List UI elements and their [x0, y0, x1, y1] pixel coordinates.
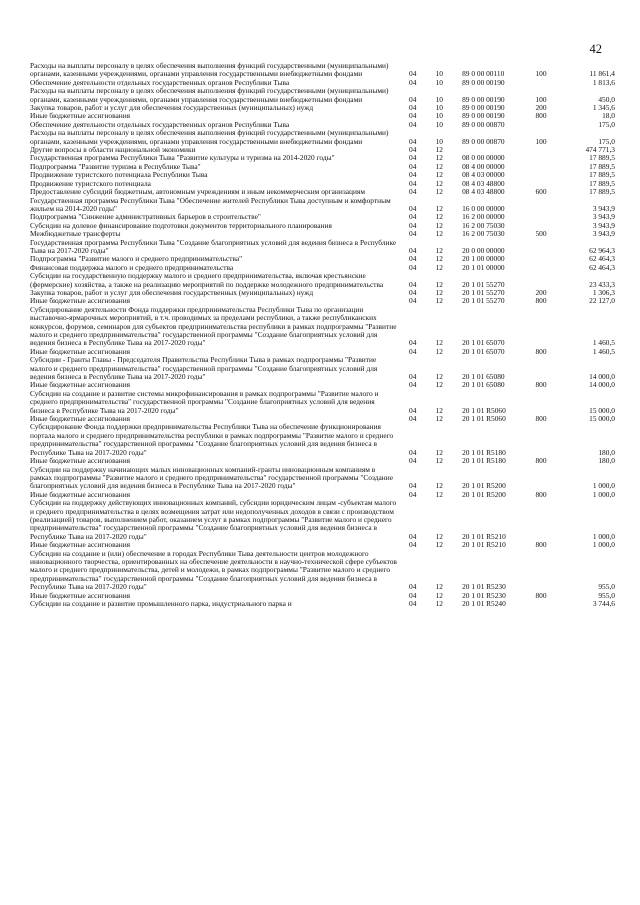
row-name: Субсидии на создание и развитие промышленного парка, индустриального парка и: [30, 599, 292, 608]
row-target-code: 08 0 00 00000: [462, 153, 505, 163]
row-subsection: 12: [435, 229, 443, 239]
row-target-code: 20 1 01 R5060: [462, 405, 506, 415]
row-subsection: 10: [435, 94, 443, 104]
row-target-code: 16 0 00 00000: [462, 203, 505, 213]
row-amount: 14 000,0: [589, 380, 615, 390]
row-name: Подпрограмма "Развитие туризма в Республике Тыва": [30, 161, 201, 171]
row-subsection: 10: [435, 136, 443, 146]
row-amount: 955,0: [598, 582, 615, 592]
row-expense-type: [535, 255, 566, 263]
row-section: 04: [409, 296, 417, 306]
row-amount: 1 306,3: [592, 287, 615, 297]
row-target-code: 08 4 03 48800: [462, 187, 505, 197]
row-subsection: 12: [435, 170, 443, 180]
table-row: [30, 356, 615, 381]
row-subsection: 12: [435, 153, 443, 163]
row-expense-type: [535, 423, 566, 457]
row-section: 04: [409, 590, 417, 600]
row-section: 04: [409, 456, 417, 466]
row-section: 04: [409, 338, 417, 348]
row-target-code: 89 0 00 00190: [462, 94, 505, 104]
row-expense-type: 100: [535, 69, 547, 79]
row-target-code: 89 0 00 00190: [462, 111, 505, 121]
row-section: 04: [409, 372, 417, 382]
row-name: Иные бюджетные ассигнования: [30, 456, 131, 466]
row-target-code: 20 1 01 65080: [462, 372, 505, 382]
row-expense-type: [535, 239, 566, 256]
row-subsection: 12: [435, 481, 443, 491]
table-row: [30, 272, 615, 289]
row-subsection: 12: [435, 279, 443, 289]
row-name: Иные бюджетные ассигнования: [30, 296, 131, 306]
row-amount: 11 861,4: [589, 69, 615, 79]
row-target-code: 20 1 01 R5200: [462, 489, 506, 499]
table-row: [30, 600, 615, 608]
row-subsection: 10: [435, 69, 443, 79]
row-expense-type: [535, 163, 566, 171]
row-name: Иные бюджетные ассигнования: [30, 380, 131, 390]
row-expense-type: [535, 272, 566, 289]
row-name: Субсидии - Гранты Главы - Председателя Правительства Республики Тыва в рамках подпрограммы "Развитие малого и среднего предпринимательства" государственной программы "Создание благоприятных условий для ведения бизнеса в Республике Тыва на 2017-2020 годы": [30, 355, 378, 382]
row-target-code: 20 1 01 R5230: [462, 590, 506, 600]
row-expense-type: 800: [535, 489, 547, 499]
row-subsection: 12: [435, 220, 443, 230]
row-section: 04: [409, 77, 417, 87]
row-name: Закупка товаров, работ и услуг для обеспечения государственных (муниципальных) нужд: [30, 103, 314, 113]
row-section: 04: [409, 69, 417, 79]
row-name: Государственная программа Республики Тыва "Развитие культуры и туризма на 2014-2020 годы": [30, 153, 335, 163]
row-expense-type: [535, 197, 566, 214]
row-amount: 180,0: [598, 447, 615, 457]
row-subsection: 12: [435, 262, 443, 272]
row-name: Иные бюджетные ассигнования: [30, 489, 131, 499]
row-amount: 175,0: [598, 119, 615, 129]
row-amount: 1 813,6: [592, 77, 615, 87]
row-section: 04: [409, 94, 417, 104]
table-row: [30, 423, 615, 457]
page-number: 42: [589, 42, 602, 56]
row-section: 04: [409, 582, 417, 592]
row-subsection: 12: [435, 582, 443, 592]
row-target-code: 20 1 01 R5180: [462, 447, 506, 457]
row-amount: 3 744,6: [592, 599, 615, 608]
row-section: 04: [409, 111, 417, 121]
row-name: Обеспечение деятельности отдельных государственных органов Республики Тыва: [30, 119, 290, 129]
row-section: 04: [409, 380, 417, 390]
row-name: Государственная программа Республики Тыва "Обеспечение жителей Республики Тыва доступным и комфортным жильем на 2014-2020 годы": [30, 195, 391, 213]
row-name: Другие вопросы в области национальной экономики: [30, 145, 196, 155]
row-section: 04: [409, 153, 417, 163]
row-expense-type: 800: [535, 590, 547, 600]
row-target-code: 20 1 00 00000: [462, 254, 505, 264]
row-amount: 180,0: [598, 456, 615, 466]
row-name: Иные бюджетные ассигнования: [30, 540, 131, 550]
row-section: 04: [409, 599, 417, 608]
row-section: 04: [409, 540, 417, 550]
row-name: Субсидии на создание и развитие системы микрофинансирования в рамках подпрограммы "Развитие малого и среднего предпринимательства" государственной программы "Создание благоприятных условий для ведения бизнеса в Республике Тыва на 2017-2020 годы": [30, 388, 379, 415]
row-amount: 955,0: [598, 590, 615, 600]
row-target-code: 16 2 00 75030: [462, 229, 505, 239]
row-expense-type: [535, 213, 566, 221]
row-target-code: 20 1 01 55270: [462, 279, 505, 289]
row-expense-type: 200: [535, 103, 547, 113]
row-target-code: 08 4 03 48800: [462, 178, 505, 188]
row-amount: 17 889,5: [589, 187, 615, 197]
row-section: 04: [409, 279, 417, 289]
table-row: [30, 390, 615, 415]
row-amount: 3 943,9: [592, 203, 615, 213]
row-amount: 1 460,5: [592, 346, 615, 356]
table-row: [30, 62, 615, 79]
row-section: 04: [409, 119, 417, 129]
row-expense-type: 800: [535, 540, 547, 550]
row-amount: 1 000,0: [592, 540, 615, 550]
row-name: Субсидии на долевое финансирование подготовки документов территориального планирования: [30, 220, 332, 230]
row-section: 04: [409, 203, 417, 213]
row-expense-type: [535, 264, 566, 272]
row-subsection: 12: [435, 287, 443, 297]
row-subsection: 12: [435, 531, 443, 541]
row-expense-type: [535, 146, 566, 154]
row-subsection: 10: [435, 111, 443, 121]
row-amount: 62 464,3: [589, 262, 615, 272]
row-target-code: 16 2 00 00000: [462, 212, 505, 222]
row-name: Закупка товаров, работ и услуг для обеспечения государственных (муниципальных) нужд: [30, 287, 314, 297]
row-name: Расходы на выплаты персоналу в целях обеспечения выполнения функций государственными (муниципальными) органами, казенными учреждениями, органами управления государственными внебюджетными фондами: [30, 61, 389, 79]
row-target-code: 08 4 00 00000: [462, 161, 505, 171]
row-name: Подпрограмма "Снижение административных барьеров в строительстве": [30, 212, 261, 222]
row-amount: 1 000,0: [592, 531, 615, 541]
row-amount: 22 127,0: [589, 296, 615, 306]
row-amount: 474 771,3: [585, 145, 615, 155]
row-target-code: 20 1 01 R5240: [462, 599, 506, 608]
table-row: [30, 197, 615, 214]
table-row: [30, 87, 615, 104]
row-amount: 175,0: [598, 136, 615, 146]
row-name: Расходы на выплаты персоналу в целях обеспечения выполнения функций государственными (муниципальными) органами, казенными учреждениями, органами управления государственными внебюджетными фондами: [30, 128, 389, 146]
row-section: 04: [409, 187, 417, 197]
row-name: Субсидии на государственную поддержку малого и среднего предпринимательства, включая крестьянские (фермерские) хозяйства, а также на реализацию мероприятий по поддержке молодежного предпринимательства: [30, 271, 384, 289]
row-subsection: 12: [435, 414, 443, 424]
row-target-code: 89 0 00 00190: [462, 103, 505, 113]
row-amount: 450,0: [598, 94, 615, 104]
row-target-code: 89 0 00 00190: [462, 77, 505, 87]
row-name: Межбюджетные трансферты: [30, 229, 121, 239]
row-amount: 15 000,0: [589, 405, 615, 415]
row-subsection: 12: [435, 145, 443, 155]
row-expense-type: 800: [535, 380, 547, 390]
row-subsection: 12: [435, 599, 443, 608]
row-section: 04: [409, 220, 417, 230]
row-subsection: 12: [435, 296, 443, 306]
row-section: 04: [409, 170, 417, 180]
row-subsection: 12: [435, 540, 443, 550]
row-expense-type: [535, 390, 566, 415]
row-section: 04: [409, 245, 417, 255]
row-subsection: 12: [435, 187, 443, 197]
row-subsection: 12: [435, 338, 443, 348]
row-target-code: 20 0 00 00000: [462, 245, 505, 255]
row-target-code: 89 0 00 00870: [462, 136, 505, 146]
row-amount: 17 889,5: [589, 170, 615, 180]
row-target-code: 20 1 01 65070: [462, 346, 505, 356]
row-section: 04: [409, 481, 417, 491]
row-name: Подпрограмма "Развитие малого и среднего предпринимательства": [30, 254, 243, 264]
row-amount: 17 889,5: [589, 178, 615, 188]
row-section: 04: [409, 178, 417, 188]
row-subsection: 12: [435, 212, 443, 222]
table-row: [30, 466, 615, 491]
row-section: 04: [409, 531, 417, 541]
row-section: 04: [409, 136, 417, 146]
row-expense-type: 600: [535, 187, 547, 197]
row-target-code: 20 1 01 R5210: [462, 540, 506, 550]
row-name: Финансовая поддержка малого и среднего предпринимательства: [30, 262, 234, 272]
row-subsection: 12: [435, 346, 443, 356]
row-expense-type: 800: [535, 111, 547, 121]
row-name: Продвижение туристского потенциала Республики Тыва: [30, 170, 208, 180]
row-target-code: 20 1 01 55270: [462, 287, 505, 297]
row-amount: 17 889,5: [589, 161, 615, 171]
row-target-code: 20 1 01 R5060: [462, 414, 506, 424]
row-target-code: 89 0 00 00870: [462, 119, 505, 129]
row-amount: 3 943,9: [592, 229, 615, 239]
row-expense-type: 800: [535, 296, 547, 306]
row-expense-type: 800: [535, 456, 547, 466]
row-expense-type: [535, 550, 566, 592]
row-subsection: 12: [435, 245, 443, 255]
row-amount: 62 464,3: [589, 254, 615, 264]
row-target-code: 20 1 01 R5210: [462, 531, 506, 541]
row-section: 04: [409, 212, 417, 222]
row-section: 04: [409, 254, 417, 264]
row-target-code: 20 1 01 55270: [462, 296, 505, 306]
row-expense-type: 500: [535, 229, 547, 239]
row-expense-type: [535, 154, 566, 162]
row-name: Субсидии на поддержку действующих инновационных компаний, субсидии юридическим лицам -субъектам малого и среднего предпринимательства в целях возмещения затрат или недополученных доходов в связи с производством (реализацией) товаров, выполнением работ, оказанием услуг в рамках подпрограммы "Развитие малого и среднего предпринимательства" государственной программы "Создание благоприятных условий для ведения бизнеса в Республике Тыва на 2017-2020 годы": [30, 498, 397, 541]
row-amount: 15 000,0: [589, 414, 615, 424]
row-section: 04: [409, 489, 417, 499]
row-section: 04: [409, 346, 417, 356]
row-expense-type: [535, 499, 566, 541]
row-subsection: 12: [435, 489, 443, 499]
row-name: Иные бюджетные ассигнования: [30, 414, 131, 424]
row-subsection: 10: [435, 103, 443, 113]
row-section: 04: [409, 145, 417, 155]
row-expense-type: [535, 356, 566, 381]
row-subsection: 12: [435, 590, 443, 600]
row-amount: 17 889,5: [589, 153, 615, 163]
row-expense-type: [535, 600, 566, 608]
row-target-code: 89 0 00 00110: [462, 69, 505, 79]
row-section: 04: [409, 405, 417, 415]
row-name: Расходы на выплаты персоналу в целях обеспечения выполнения функций государственными (муниципальными) органами, казенными учреждениями, органами управления государственными внебюджетными фондами: [30, 86, 389, 104]
row-amount: 1 000,0: [592, 481, 615, 491]
row-subsection: 10: [435, 77, 443, 87]
row-section: 04: [409, 287, 417, 297]
row-amount: 23 433,3: [589, 279, 615, 289]
row-name: Субсидии на создание и (или) обеспечение в городах Республики Тыва деятельности центров молодежного инновационного творчества, ориентированных на обеспечение деятельности в научно-технической сфере субъектов малого и среднего предпринимательства, детей и молодежи, в рамках подпрограммы "Развитие малого и среднего предпринимательства" государственной программы "Создание благоприятных условий для ведения бизнеса в Республике Тыва на 2017-2020 годы": [30, 548, 397, 592]
row-expense-type: 200: [535, 287, 547, 297]
row-section: 04: [409, 229, 417, 239]
row-expense-type: 800: [535, 346, 547, 356]
row-amount: 1 460,5: [592, 338, 615, 348]
table-row: [30, 239, 615, 256]
row-name: Иные бюджетные ассигнования: [30, 346, 131, 356]
row-subsection: 12: [435, 178, 443, 188]
row-expense-type: [535, 171, 566, 179]
row-expense-type: [535, 466, 566, 491]
row-target-code: 20 1 01 R5180: [462, 456, 506, 466]
row-amount: 1 000,0: [592, 489, 615, 499]
row-target-code: 20 1 01 00000: [462, 262, 505, 272]
row-section: 04: [409, 161, 417, 171]
row-subsection: 12: [435, 405, 443, 415]
budget-table-body: [30, 62, 615, 608]
row-target-code: 08 4 03 00000: [462, 170, 505, 180]
row-section: 04: [409, 447, 417, 457]
row-amount: 1 345,6: [592, 103, 615, 113]
row-section: 04: [409, 262, 417, 272]
row-target-code: 20 1 01 65080: [462, 380, 505, 390]
row-target-code: 20 1 01 65070: [462, 338, 505, 348]
row-expense-type: 800: [535, 414, 547, 424]
row-subsection: 12: [435, 372, 443, 382]
row-name: Иные бюджетные ассигнования: [30, 111, 131, 121]
row-subsection: 10: [435, 119, 443, 129]
row-amount: 3 943,9: [592, 212, 615, 222]
table-row: [30, 499, 615, 541]
row-name: Государственная программа Республики Тыва "Создание благоприятных условий для ведения бизнеса в Республике Тыва на 2017-2020 годы": [30, 237, 397, 255]
table-row: [30, 550, 615, 592]
row-section: 04: [409, 414, 417, 424]
budget-table: [30, 62, 615, 608]
row-name: Обеспечение деятельности отдельных государственных органов Республики Тыва: [30, 77, 290, 87]
row-subsection: 12: [435, 447, 443, 457]
row-amount: 3 943,9: [592, 220, 615, 230]
row-target-code: 20 1 01 R5200: [462, 481, 506, 491]
row-subsection: 12: [435, 456, 443, 466]
row-name: Субсидирование деятельности Фонда поддержки предпринимательства Республики Тыва по организации выставочно-ярмарочных мероприятий, в т.ч. проводимых за пределами республики, а также республиканских конкурсов, форумов, семинаров для субъектов предпринимательства республики в рамках подпрограммы "Развитие малого и среднего предпринимательства" государственной программы "Создание благоприятных условий для ведения бизнеса в Республике Тыва на 2017-2020 годы": [30, 304, 397, 348]
row-name: Иные бюджетные ассигнования: [30, 590, 131, 600]
row-name: Предоставление субсидий бюджетным, автономным учреждениям и иным некоммерческим организациям: [30, 187, 366, 197]
row-target-code: 16 2 00 75030: [462, 220, 505, 230]
row-expense-type: 100: [535, 136, 547, 146]
row-amount: 14 000,0: [589, 372, 615, 382]
row-expense-type: [535, 306, 566, 348]
row-section: 04: [409, 103, 417, 113]
row-expense-type: 100: [535, 94, 547, 104]
row-expense-type: [535, 79, 566, 87]
row-name: Субсидии на поддержку начинающих малых инновационных компаний-гранты инновационным компаниям в рамках подпрограммы "Развитие малого и среднего предпринимательства" государственной программы "Создание благоприятных условий для ведения бизнеса в Республике Тыва на 2017-2020 годы": [30, 464, 393, 491]
row-subsection: 12: [435, 203, 443, 213]
row-subsection: 12: [435, 380, 443, 390]
row-expense-type: [535, 121, 566, 129]
row-subsection: 12: [435, 161, 443, 171]
row-subsection: 12: [435, 254, 443, 264]
table-row: [30, 129, 615, 146]
row-target-code: 20 1 01 R5230: [462, 582, 506, 592]
table-row: [30, 306, 615, 348]
row-amount: 18,0: [602, 111, 615, 121]
row-name: Субсидирование Фонда поддержки предпринимательства Республики Тыва на обеспечение функционирования портала малого и среднего предпринимательства республики в рамках подпрограммы "Развитие малого и среднего предпринимательства" государственной программы "Создание благоприятных условий для ведения бизнеса в Республике Тыва на 2017-2020 годы": [30, 422, 394, 457]
row-name: Продвижение туристского потенциала: [30, 178, 151, 188]
row-amount: 62 964,3: [589, 245, 615, 255]
